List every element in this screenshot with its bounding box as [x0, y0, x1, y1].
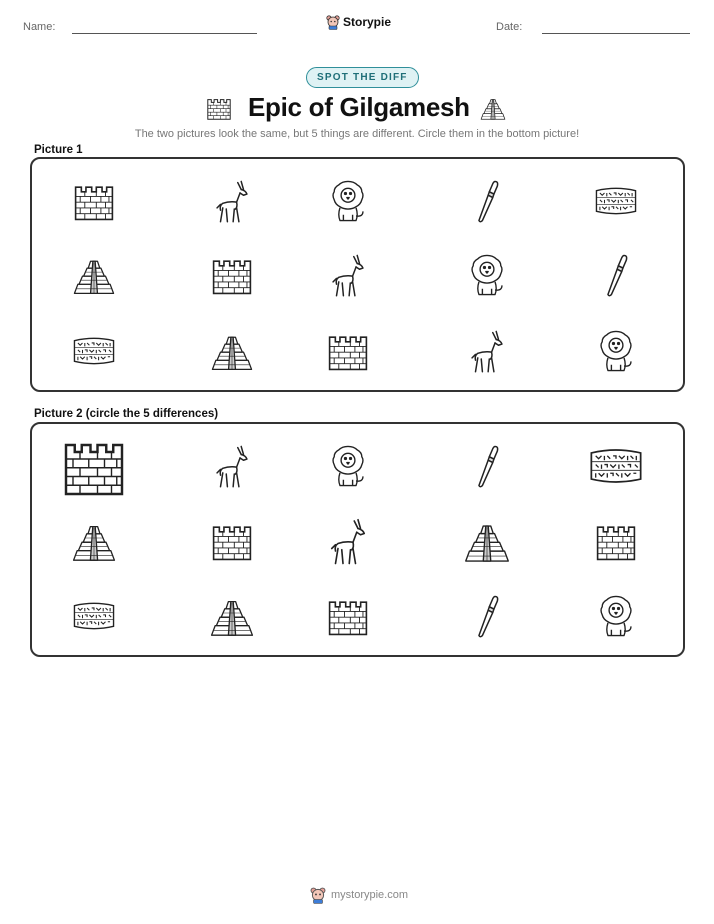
wall-icon	[325, 328, 371, 374]
instructions-text: The two pictures look the same, but 5 things are different. Circle them in the bottom picture!	[134, 128, 580, 140]
brand-name: Storypie	[343, 15, 392, 29]
wall-icon[interactable]	[325, 593, 371, 639]
wall-icon	[71, 178, 117, 224]
ziggurat-icon[interactable]	[462, 516, 512, 566]
lion-icon[interactable]	[593, 593, 639, 639]
gazelle-icon[interactable]	[209, 443, 255, 489]
gazelle-icon[interactable]	[323, 516, 373, 566]
gazelle-icon	[209, 178, 255, 224]
lion-icon	[593, 328, 639, 374]
gazelle-icon	[325, 252, 371, 298]
name-line[interactable]	[72, 33, 257, 34]
date-line[interactable]	[542, 33, 690, 34]
storypie-mascot-icon	[310, 886, 326, 904]
page-title: Epic of Gilgamesh	[248, 92, 470, 122]
picture-2-label: Picture 2 (circle the 5 differences)	[34, 408, 219, 420]
gazelle-icon	[464, 328, 510, 374]
ziggurat-icon[interactable]	[70, 517, 118, 565]
activity-badge: SPOT THE DIFF	[306, 67, 419, 88]
tablet-icon[interactable]	[587, 437, 645, 495]
storypie-mascot-icon	[326, 14, 340, 30]
name-label: Name:	[23, 21, 56, 33]
tablet-icon	[71, 328, 117, 374]
tablet-icon[interactable]	[71, 593, 117, 639]
wall-icon	[204, 94, 234, 122]
tablet-icon	[593, 178, 639, 224]
brush-icon	[464, 178, 510, 224]
lion-icon	[325, 178, 371, 224]
ziggurat-icon[interactable]	[208, 592, 256, 640]
brush-icon[interactable]	[464, 443, 510, 489]
lion-icon	[464, 252, 510, 298]
picture-1-label: Picture 1	[34, 144, 83, 156]
ziggurat-icon	[71, 252, 117, 298]
brush-icon[interactable]	[464, 593, 510, 639]
lion-icon[interactable]	[325, 443, 371, 489]
wall-icon[interactable]	[209, 518, 255, 564]
footer-url: mystorypie.com	[331, 889, 409, 901]
ziggurat-icon	[209, 328, 255, 374]
brand-logo	[326, 14, 391, 30]
wall-icon[interactable]	[59, 431, 129, 501]
date-label: Date:	[496, 21, 523, 33]
ziggurat-icon	[478, 94, 508, 122]
wall-icon[interactable]	[593, 518, 639, 564]
brush-icon	[593, 252, 639, 298]
wall-icon	[209, 252, 255, 298]
footer	[310, 886, 408, 904]
